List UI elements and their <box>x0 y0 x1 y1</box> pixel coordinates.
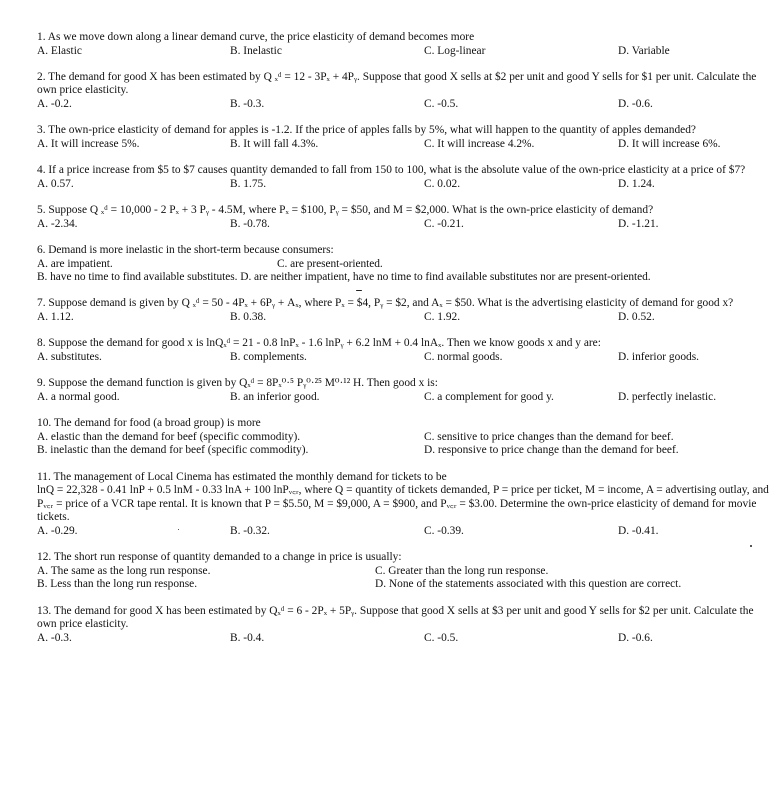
option-d: D. perfectly inelastic. <box>618 390 717 403</box>
question-stem: 5. Suppose Q ₓᵈ = 10,000 - 2 Pₓ + 3 Pᵧ - 4.5M, where Pₓ = $100, Pᵧ = $50, and M = $2,000. What is the own-price elasticity of demand? <box>37 204 654 217</box>
question-8 <box>37 337 772 364</box>
question-stem: 13. The demand for good X has been estimated by Qₓᵈ = 6 - 2Pₓ + 5Pᵧ. Suppose that good X sells at $3 per unit and good Y sells for $2 per unit. Calculate the own price elasticity. <box>37 604 754 631</box>
option-d: D. -0.41. <box>618 524 659 537</box>
question-stem: 10. The demand for food (a broad group) is more <box>37 417 261 430</box>
question-13 <box>37 605 772 646</box>
scan-speck <box>356 290 362 291</box>
option-d: D. -1.21. <box>618 217 659 230</box>
options-row <box>37 258 772 272</box>
question-12 <box>37 551 772 592</box>
options-row <box>37 431 772 445</box>
options-row <box>37 138 772 152</box>
option-a: A. -0.29. <box>37 524 78 537</box>
option-d: D. It will increase 6%. <box>618 137 721 150</box>
option-b: B. -0.3. <box>230 98 265 111</box>
option-a: A. -0.2. <box>37 98 72 111</box>
question-stem: 3. The own-price elasticity of demand for apples is -1.2. If the price of apples falls by 5%, what will happen to the quantity of apples demanded? <box>37 124 696 137</box>
scan-speck <box>750 545 752 547</box>
question-stem: 1. As we move down along a linear demand curve, the price elasticity of demand becomes more <box>37 31 475 43</box>
option-c: C. -0.21. <box>424 217 464 230</box>
question-stem: 2. The demand for good X has been estimated by Q ₓᵈ = 12 - 3Pₓ + 4Pᵧ. Suppose that good X sells at $2 per unit and good Y sells for $1 per unit. Calculate the own price elasticity. <box>37 70 757 97</box>
question-stem: 12. The short run response of quantity demanded to a change in price is usually: <box>37 551 402 564</box>
question-2 <box>37 71 772 112</box>
options-row <box>37 311 772 325</box>
option-c: C. -0.5. <box>424 98 459 111</box>
option-a: A. substitutes. <box>37 350 102 363</box>
option-c: C. Log-linear <box>424 44 486 57</box>
option-b: B. -0.32. <box>230 524 270 537</box>
option-a: A. are impatient. <box>37 257 113 270</box>
option-c: C. 0.02. <box>424 177 461 190</box>
option-a: A. a normal good. <box>37 390 120 403</box>
scan-speck <box>178 529 179 530</box>
question-stem: 11. The management of Local Cinema has estimated the monthly demand for tickets to be <box>37 470 447 483</box>
option-d: D. 0.52. <box>618 311 655 324</box>
options-row <box>37 45 772 59</box>
options-row <box>37 578 772 592</box>
question-4 <box>37 164 772 191</box>
option-b: B. 1.75. <box>230 177 267 190</box>
option-d: D. -0.6. <box>618 98 653 111</box>
question-11 <box>37 471 772 539</box>
option-b: B. complements. <box>230 350 307 363</box>
option-d: D. inferior goods. <box>618 350 699 363</box>
options-row <box>37 525 772 539</box>
option-b: B. Inelastic <box>230 44 282 57</box>
option-b: B. -0.4. <box>230 631 265 644</box>
option-c: C. a complement for good y. <box>424 390 554 403</box>
question-formula: lnQ = 22,328 - 0.41 lnP + 0.5 lnM - 0.33 lnA + 100 lnPᵥ꜀ᵣ, where Q = quantity of tickets demanded, P = price per ticket, M = income, A = advertising outlay, and Pᵥ꜀ᵣ = price of a VCR tape rental. It is known that P = $5.50, M = $9,000, A = $900, and Pᵥ꜀ᵣ = $3.00. Determine the own-price elasticity of demand for movie tickets. <box>37 484 769 524</box>
options-row <box>37 218 772 232</box>
question-10 <box>37 417 772 458</box>
options-row <box>37 565 772 579</box>
option-a: A. -2.34. <box>37 217 78 230</box>
option-c: C. 1.92. <box>424 311 461 324</box>
question-stem: 4. If a price increase from $5 to $7 causes quantity demanded to fall from 150 to 100, what is the absolute value of the own-price elasticity at a price of $7? <box>37 164 746 177</box>
option-a: A. Elastic <box>37 44 82 57</box>
options-row <box>37 98 772 112</box>
options-row <box>37 632 772 646</box>
question-9 <box>37 377 772 404</box>
option-a: A. 1.12. <box>37 311 74 324</box>
option-c: C. normal goods. <box>424 350 503 363</box>
option-b: B. an inferior good. <box>230 390 320 403</box>
options-row <box>37 391 772 405</box>
option-d: D. None of the statements associated with this question are correct. <box>375 578 682 591</box>
option-b: B. inelastic than the demand for beef (specific commodity). <box>37 444 309 457</box>
option-c: C. -0.5. <box>424 631 459 644</box>
question-stem: 9. Suppose the demand function is given by Qₓᵈ = 8Pₓ⁰·⁵ Pᵧ⁰·²⁵ M⁰·¹² H. Then good x is: <box>37 377 438 390</box>
options-row <box>37 178 772 192</box>
option-b: B. It will fall 4.3%. <box>230 137 319 150</box>
option-d: D. 1.24. <box>618 177 655 190</box>
question-1 <box>37 31 772 58</box>
option-a: A. -0.3. <box>37 631 72 644</box>
quiz-page <box>37 31 772 658</box>
option-a: A. elastic than the demand for beef (specific commodity). <box>37 430 301 443</box>
option-d: D. Variable <box>618 44 670 57</box>
option-b: B. Less than the long run response. <box>37 578 198 591</box>
option-d: D. responsive to price change than the demand for beef. <box>424 444 679 457</box>
option-c: C. It will increase 4.2%. <box>424 137 535 150</box>
options-row <box>37 351 772 365</box>
option-c: C. are present-oriented. <box>277 257 383 270</box>
option-c: C. Greater than the long run response. <box>375 564 549 577</box>
question-stem: 6. Demand is more inelastic in the short-term because consumers: <box>37 243 334 256</box>
option-b: B. 0.38. <box>230 311 267 324</box>
option-a: A. The same as the long run response. <box>37 564 211 577</box>
question-3 <box>37 124 772 151</box>
option-d: D. -0.6. <box>618 631 653 644</box>
option-c: C. sensitive to price changes than the demand for beef. <box>424 430 674 443</box>
options-continuation: B. have no time to find available substitutes. D. are neither impatient, have no time to find available substitutes nor are present-oriented. <box>37 271 651 284</box>
option-a: A. 0.57. <box>37 177 74 190</box>
question-stem: 8. Suppose the demand for good x is lnQₓᵈ = 21 - 0.8 lnPₓ - 1.6 lnPᵧ + 6.2 lnM + 0.4 lnAₓ. Then we know goods x and y are: <box>37 337 601 350</box>
question-7 <box>37 297 772 324</box>
question-6 <box>37 244 772 285</box>
question-stem: 7. Suppose demand is given by Q ₓᵈ = 50 - 4Pₓ + 6Pᵧ + Aₓ, where Pₓ = $4, Pᵧ = $2, and Aₓ = $50. What is the advertising elasticity of demand for good x? <box>37 297 734 310</box>
option-a: A. It will increase 5%. <box>37 137 140 150</box>
options-row <box>37 444 772 458</box>
question-5 <box>37 204 772 231</box>
option-c: C. -0.39. <box>424 524 464 537</box>
option-b: B. -0.78. <box>230 217 270 230</box>
